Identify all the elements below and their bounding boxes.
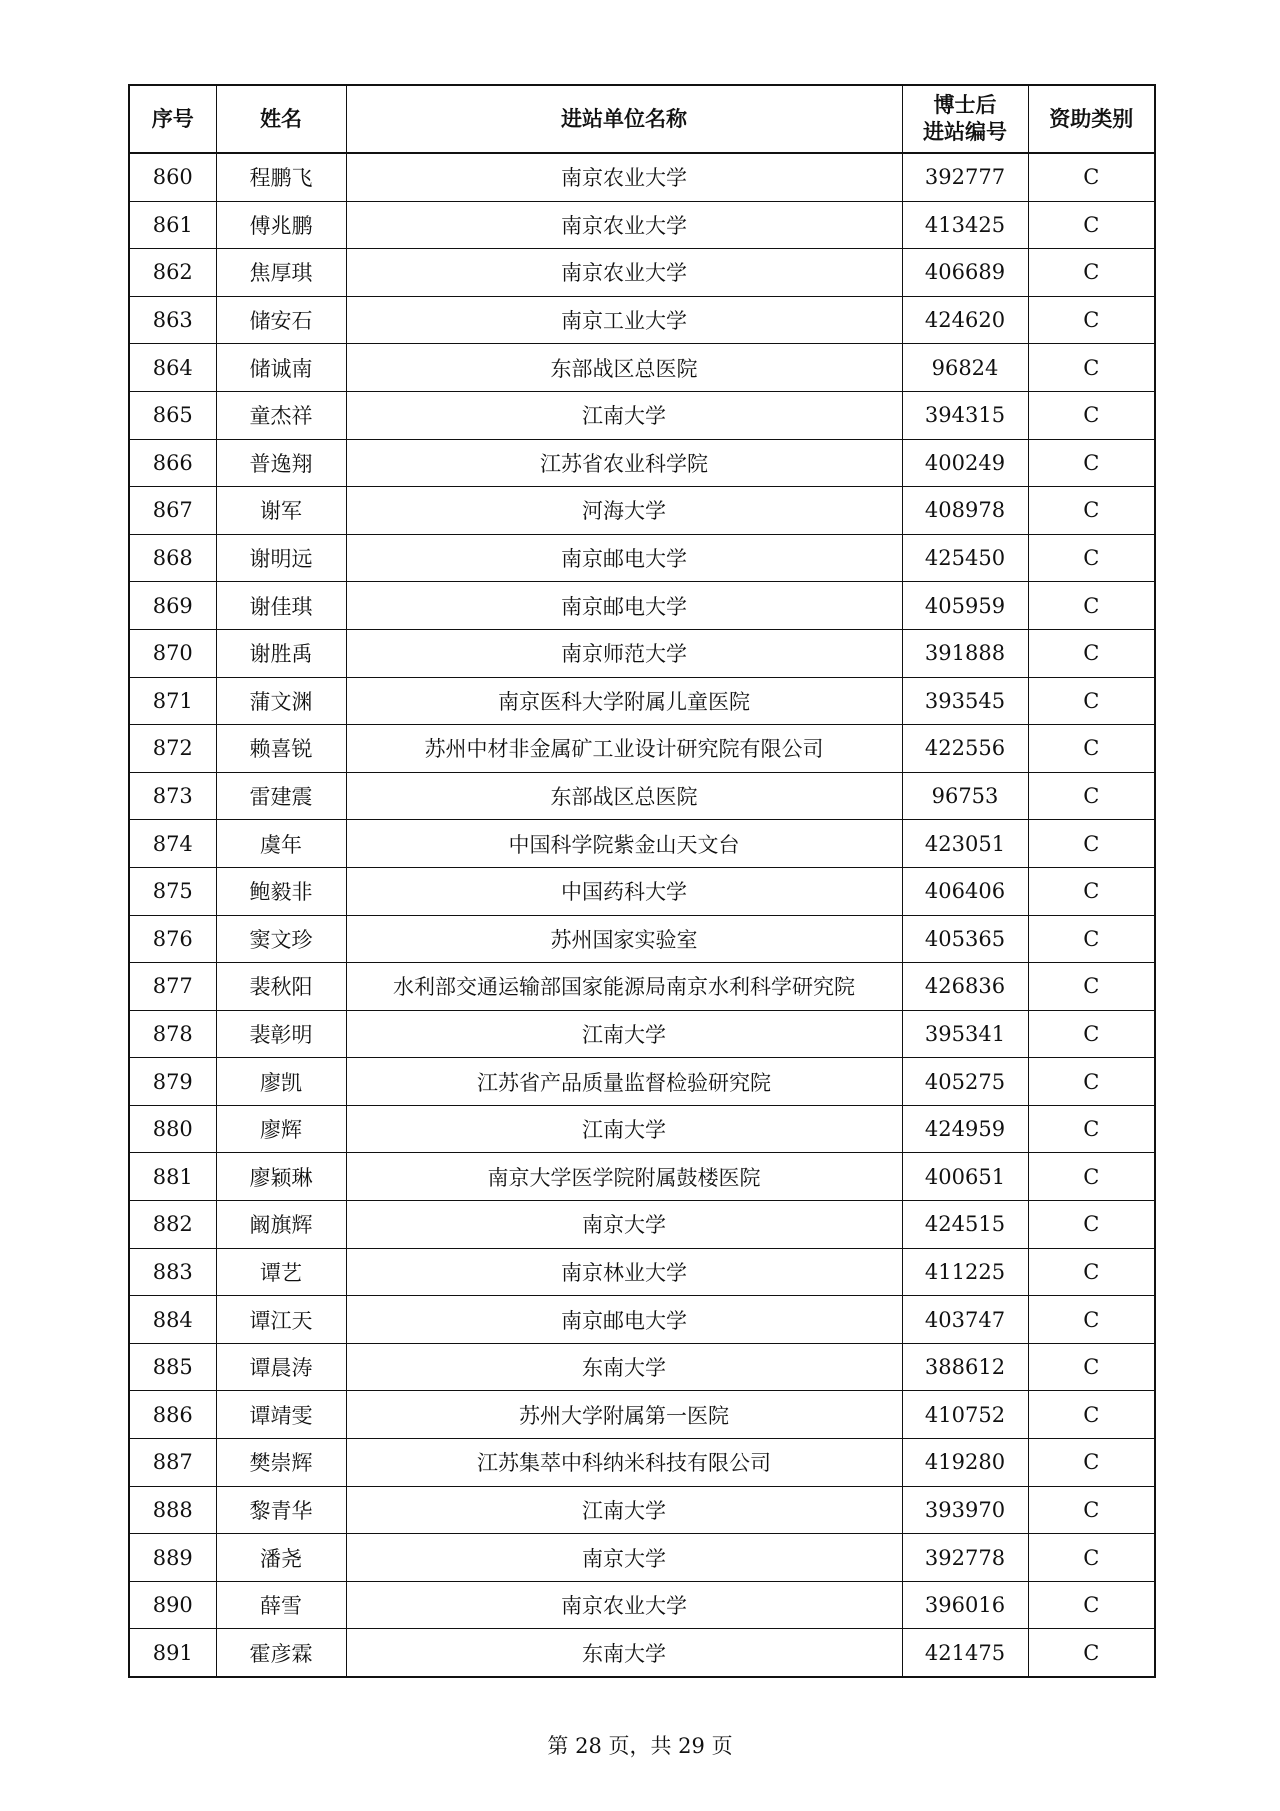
cell-category: C xyxy=(1028,1343,1155,1391)
cell-code: 422556 xyxy=(902,725,1028,773)
table-row xyxy=(129,867,1155,915)
cell-category: C xyxy=(1028,677,1155,725)
cell-index: 880 xyxy=(129,1105,216,1153)
cell-code: 423051 xyxy=(902,820,1028,868)
page-footer: 第 28 页，共 29 页 xyxy=(547,1734,733,1758)
cell-name: 虞年 xyxy=(216,820,346,868)
cell-code: 388612 xyxy=(902,1343,1028,1391)
table-row xyxy=(129,772,1155,820)
cell-name: 童杰祥 xyxy=(216,391,346,439)
cell-code: 424515 xyxy=(902,1201,1028,1249)
cell-index: 878 xyxy=(129,1010,216,1058)
cell-name: 窦文珍 xyxy=(216,915,346,963)
cell-category: C xyxy=(1028,1581,1155,1629)
cell-index: 871 xyxy=(129,677,216,725)
cell-index: 881 xyxy=(129,1153,216,1201)
cell-category: C xyxy=(1028,629,1155,677)
cell-category: C xyxy=(1028,439,1155,487)
header-code-line2: 进站编号 xyxy=(923,120,1007,144)
cell-name: 霍彦霖 xyxy=(216,1629,346,1677)
cell-category: C xyxy=(1028,391,1155,439)
cell-name: 阚旗辉 xyxy=(216,1201,346,1249)
cell-category: C xyxy=(1028,1439,1155,1487)
cell-unit: 江南大学 xyxy=(346,1010,902,1058)
cell-index: 890 xyxy=(129,1581,216,1629)
cell-index: 887 xyxy=(129,1439,216,1487)
table-row xyxy=(129,1486,1155,1534)
cell-index: 868 xyxy=(129,534,216,582)
cell-name: 谭江天 xyxy=(216,1296,346,1344)
cell-unit: 苏州中材非金属矿工业设计研究院有限公司 xyxy=(346,725,902,773)
cell-name: 赖喜锐 xyxy=(216,725,346,773)
cell-category: C xyxy=(1028,1391,1155,1439)
cell-unit: 南京大学 xyxy=(346,1201,902,1249)
cell-unit: 南京大学 xyxy=(346,1534,902,1582)
cell-category: C xyxy=(1028,915,1155,963)
cell-category: C xyxy=(1028,1486,1155,1534)
cell-name: 雷建震 xyxy=(216,772,346,820)
cell-name: 傅兆鹏 xyxy=(216,201,346,249)
table-row xyxy=(129,1296,1155,1344)
cell-unit: 东部战区总医院 xyxy=(346,344,902,392)
cell-category: C xyxy=(1028,725,1155,773)
cell-category: C xyxy=(1028,820,1155,868)
cell-index: 865 xyxy=(129,391,216,439)
cell-name: 鲍毅非 xyxy=(216,867,346,915)
table-row xyxy=(129,1534,1155,1582)
cell-index: 882 xyxy=(129,1201,216,1249)
cell-code: 400249 xyxy=(902,439,1028,487)
cell-name: 谭靖雯 xyxy=(216,1391,346,1439)
cell-code: 393970 xyxy=(902,1486,1028,1534)
cell-category: C xyxy=(1028,1105,1155,1153)
cell-unit: 江苏集萃中科纳米科技有限公司 xyxy=(346,1439,902,1487)
cell-name: 裴彰明 xyxy=(216,1010,346,1058)
cell-category: C xyxy=(1028,1153,1155,1201)
cell-code: 395341 xyxy=(902,1010,1028,1058)
table-header xyxy=(129,85,1155,153)
cell-code: 394315 xyxy=(902,391,1028,439)
cell-name: 廖颖琳 xyxy=(216,1153,346,1201)
cell-code: 392778 xyxy=(902,1534,1028,1582)
cell-unit: 水利部交通运输部国家能源局南京水利科学研究院 xyxy=(346,963,902,1011)
table-row xyxy=(129,629,1155,677)
table-row xyxy=(129,1439,1155,1487)
cell-code: 419280 xyxy=(902,1439,1028,1487)
cell-name: 谭艺 xyxy=(216,1248,346,1296)
table-row xyxy=(129,820,1155,868)
cell-unit: 苏州国家实验室 xyxy=(346,915,902,963)
cell-index: 883 xyxy=(129,1248,216,1296)
table-row xyxy=(129,487,1155,535)
cell-category: C xyxy=(1028,772,1155,820)
cell-unit: 南京邮电大学 xyxy=(346,582,902,630)
cell-index: 873 xyxy=(129,772,216,820)
cell-category: C xyxy=(1028,1201,1155,1249)
cell-name: 普逸翔 xyxy=(216,439,346,487)
cell-code: 405275 xyxy=(902,1058,1028,1106)
cell-code: 403747 xyxy=(902,1296,1028,1344)
table-row xyxy=(129,249,1155,297)
table-row xyxy=(129,1105,1155,1153)
cell-unit: 苏州大学附属第一医院 xyxy=(346,1391,902,1439)
table-row xyxy=(129,439,1155,487)
cell-code: 400651 xyxy=(902,1153,1028,1201)
cell-index: 877 xyxy=(129,963,216,1011)
header-code xyxy=(902,85,1028,153)
table-row xyxy=(129,1248,1155,1296)
cell-category: C xyxy=(1028,534,1155,582)
cell-unit: 南京邮电大学 xyxy=(346,1296,902,1344)
cell-index: 884 xyxy=(129,1296,216,1344)
table-row xyxy=(129,344,1155,392)
cell-name: 谭晨涛 xyxy=(216,1343,346,1391)
cell-name: 黎青华 xyxy=(216,1486,346,1534)
cell-unit: 江南大学 xyxy=(346,1486,902,1534)
postdoc-funding-table xyxy=(128,84,1156,1678)
table-row xyxy=(129,725,1155,773)
table-body xyxy=(129,153,1155,1677)
cell-unit: 南京大学医学院附属鼓楼医院 xyxy=(346,1153,902,1201)
cell-unit: 中国药科大学 xyxy=(346,867,902,915)
table-row xyxy=(129,1391,1155,1439)
table-row xyxy=(129,582,1155,630)
cell-index: 875 xyxy=(129,867,216,915)
cell-code: 413425 xyxy=(902,201,1028,249)
table-row xyxy=(129,534,1155,582)
cell-name: 谢胜禹 xyxy=(216,629,346,677)
cell-index: 879 xyxy=(129,1058,216,1106)
cell-unit: 南京邮电大学 xyxy=(346,534,902,582)
table-row xyxy=(129,296,1155,344)
cell-code: 425450 xyxy=(902,534,1028,582)
cell-category: C xyxy=(1028,249,1155,297)
cell-index: 869 xyxy=(129,582,216,630)
cell-category: C xyxy=(1028,963,1155,1011)
table-row xyxy=(129,677,1155,725)
cell-category: C xyxy=(1028,1296,1155,1344)
cell-category: C xyxy=(1028,1010,1155,1058)
cell-name: 廖凯 xyxy=(216,1058,346,1106)
cell-unit: 东部战区总医院 xyxy=(346,772,902,820)
cell-index: 886 xyxy=(129,1391,216,1439)
table-row xyxy=(129,1010,1155,1058)
table-row xyxy=(129,1153,1155,1201)
cell-name: 樊崇辉 xyxy=(216,1439,346,1487)
cell-category: C xyxy=(1028,1629,1155,1677)
cell-code: 393545 xyxy=(902,677,1028,725)
cell-unit: 江南大学 xyxy=(346,391,902,439)
cell-unit: 江苏省产品质量监督检验研究院 xyxy=(346,1058,902,1106)
cell-unit: 南京农业大学 xyxy=(346,201,902,249)
cell-code: 405959 xyxy=(902,582,1028,630)
cell-unit: 南京农业大学 xyxy=(346,1581,902,1629)
header-row xyxy=(129,85,1155,153)
table-row xyxy=(129,201,1155,249)
table-row xyxy=(129,963,1155,1011)
header-name: 姓名 xyxy=(216,85,346,153)
cell-unit: 南京医科大学附属儿童医院 xyxy=(346,677,902,725)
cell-name: 谢佳琪 xyxy=(216,582,346,630)
cell-unit: 南京工业大学 xyxy=(346,296,902,344)
cell-code: 424959 xyxy=(902,1105,1028,1153)
cell-name: 谢明远 xyxy=(216,534,346,582)
cell-category: C xyxy=(1028,487,1155,535)
cell-name: 蒲文渊 xyxy=(216,677,346,725)
cell-code: 96753 xyxy=(902,772,1028,820)
cell-code: 391888 xyxy=(902,629,1028,677)
cell-name: 程鹏飞 xyxy=(216,153,346,201)
cell-index: 872 xyxy=(129,725,216,773)
header-index: 序号 xyxy=(129,85,216,153)
table-row xyxy=(129,1201,1155,1249)
table-row xyxy=(129,1581,1155,1629)
cell-name: 裴秋阳 xyxy=(216,963,346,1011)
cell-category: C xyxy=(1028,1248,1155,1296)
table-row xyxy=(129,915,1155,963)
cell-index: 874 xyxy=(129,820,216,868)
cell-category: C xyxy=(1028,582,1155,630)
cell-index: 864 xyxy=(129,344,216,392)
cell-name: 储安石 xyxy=(216,296,346,344)
cell-category: C xyxy=(1028,867,1155,915)
cell-unit: 河海大学 xyxy=(346,487,902,535)
table-row xyxy=(129,391,1155,439)
cell-index: 888 xyxy=(129,1486,216,1534)
cell-code: 424620 xyxy=(902,296,1028,344)
cell-code: 408978 xyxy=(902,487,1028,535)
cell-index: 876 xyxy=(129,915,216,963)
cell-name: 谢军 xyxy=(216,487,346,535)
cell-code: 396016 xyxy=(902,1581,1028,1629)
cell-code: 405365 xyxy=(902,915,1028,963)
cell-index: 860 xyxy=(129,153,216,201)
cell-unit: 南京林业大学 xyxy=(346,1248,902,1296)
cell-index: 866 xyxy=(129,439,216,487)
cell-category: C xyxy=(1028,296,1155,344)
header-code-line1: 博士后 xyxy=(933,93,997,117)
cell-category: C xyxy=(1028,153,1155,201)
cell-category: C xyxy=(1028,344,1155,392)
cell-category: C xyxy=(1028,201,1155,249)
cell-name: 薛雪 xyxy=(216,1581,346,1629)
cell-unit: 东南大学 xyxy=(346,1343,902,1391)
cell-category: C xyxy=(1028,1058,1155,1106)
cell-unit: 江苏省农业科学院 xyxy=(346,439,902,487)
cell-code: 410752 xyxy=(902,1391,1028,1439)
cell-index: 870 xyxy=(129,629,216,677)
cell-code: 406689 xyxy=(902,249,1028,297)
cell-category: C xyxy=(1028,1534,1155,1582)
cell-index: 885 xyxy=(129,1343,216,1391)
cell-name: 储诚南 xyxy=(216,344,346,392)
cell-index: 861 xyxy=(129,201,216,249)
cell-index: 867 xyxy=(129,487,216,535)
cell-code: 411225 xyxy=(902,1248,1028,1296)
cell-unit: 江南大学 xyxy=(346,1105,902,1153)
header-category: 资助类别 xyxy=(1028,85,1155,153)
cell-unit: 东南大学 xyxy=(346,1629,902,1677)
cell-unit: 南京师范大学 xyxy=(346,629,902,677)
cell-code: 406406 xyxy=(902,867,1028,915)
cell-unit: 南京农业大学 xyxy=(346,249,902,297)
table-row xyxy=(129,1629,1155,1677)
cell-index: 863 xyxy=(129,296,216,344)
cell-unit: 中国科学院紫金山天文台 xyxy=(346,820,902,868)
table-row xyxy=(129,1343,1155,1391)
cell-code: 96824 xyxy=(902,344,1028,392)
header-unit: 进站单位名称 xyxy=(346,85,902,153)
table-row xyxy=(129,1058,1155,1106)
cell-code: 392777 xyxy=(902,153,1028,201)
table-row xyxy=(129,153,1155,201)
cell-name: 潘尧 xyxy=(216,1534,346,1582)
cell-index: 862 xyxy=(129,249,216,297)
cell-name: 焦厚琪 xyxy=(216,249,346,297)
cell-index: 889 xyxy=(129,1534,216,1582)
cell-unit: 南京农业大学 xyxy=(346,153,902,201)
cell-code: 421475 xyxy=(902,1629,1028,1677)
cell-index: 891 xyxy=(129,1629,216,1677)
cell-code: 426836 xyxy=(902,963,1028,1011)
cell-name: 廖辉 xyxy=(216,1105,346,1153)
